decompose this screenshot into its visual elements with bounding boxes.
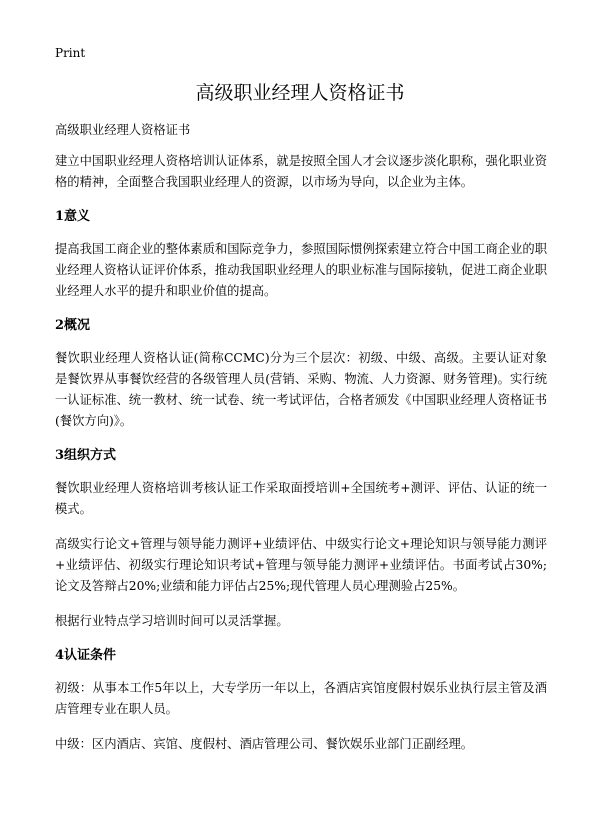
section-paragraph: 提高我国工商企业的整体素质和国际竞争力，参照国际惯例探索建立符合中国工商企业的职业经理人资格认证评价体系，推动我国职业经理人的职业标准与国际接轨，促进工商企业职业经理人水平的提升和职业价值的提高。: [55, 242, 547, 298]
print-link[interactable]: Print: [55, 46, 86, 60]
section-paragraph: 餐饮职业经理人资格认证(简称CCMC)分为三个层次：初级、中级、高级。主要认证对象是餐饮界从事餐饮经营的各级管理人员(营销、采购、物流、人力资源、财务管理)。实行统一认证标准、统一教材、统一试卷、统一考试评估，合格者颁发《中国职业经理人资格证书(餐饮方向)》。: [55, 351, 547, 428]
section-significance: [55, 207, 547, 302]
intro-paragraph: 建立中国职业经理人资格培训认证体系，就是按照全国人才会议逐步淡化职称，强化职业资格的精神，全面整合我国职业经理人的资源，以市场为导向，以企业为主体。: [55, 154, 547, 189]
page-title: 高级职业经理人资格证书: [195, 82, 405, 104]
section-heading: 3组织方式: [55, 448, 117, 463]
section-organization: [55, 446, 547, 632]
section-heading: 1意义: [55, 209, 91, 224]
section-paragraph: 高级实行论文+管理与领导能力测评+业绩评估、中级实行论文+理论知识与领导能力测评+业绩评估、初级实行理论知识考试+管理与领导能力测评+业绩评估。书面考试占30%;论文及答辩占20%;业绩和能力评估占25%;现代管理人员心理测验占25%。: [55, 537, 547, 593]
section-requirements: [55, 646, 547, 755]
section-overview: [55, 316, 547, 432]
section-paragraph: 中级：区内酒店、宾馆、度假村、酒店管理公司、餐饮娱乐业部门正副经理。: [55, 737, 474, 751]
section-paragraph: 初级：从事本工作5年以上，大专学历一年以上，各酒店宾馆度假村娱乐业执行层主管及酒店管理专业在职人员。: [55, 681, 547, 716]
section-heading: 4认证条件: [55, 648, 117, 663]
section-paragraph: 根据行业特点学习培训时间可以灵活掌握。: [55, 614, 289, 628]
section-paragraph: 餐饮职业经理人资格培训考核认证工作采取面授培训+全国统考+测评、评估、认证的统一模式。: [55, 481, 547, 516]
document-body: [55, 120, 547, 769]
document-subtitle: 高级职业经理人资格证书: [55, 123, 191, 137]
section-heading: 2概况: [55, 318, 91, 333]
